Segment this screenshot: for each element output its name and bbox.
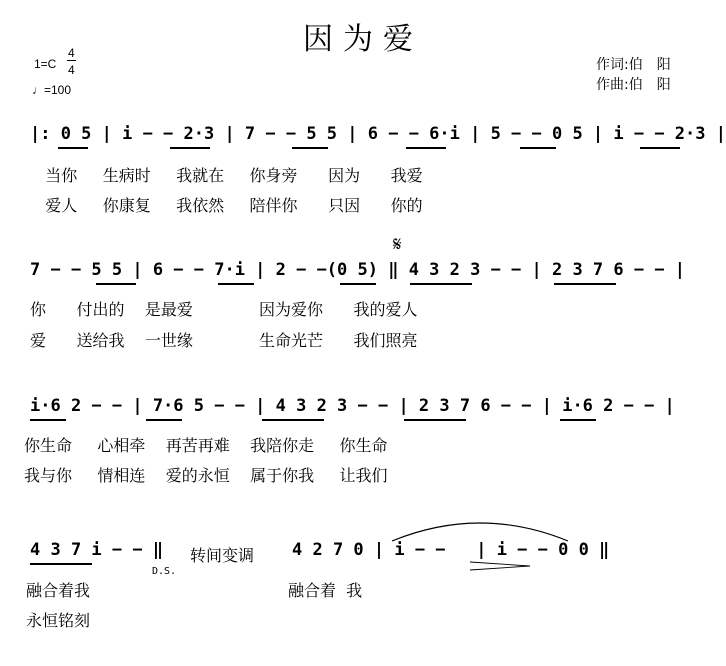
- notation-row-1: |: 0 5 | i − − 2·3 | 7 − − 5 5 | 6 − − 6·i | 5 − − 0 5 | i − − 2·3 |: [30, 124, 726, 144]
- underline-beam: [30, 563, 92, 565]
- song-title: 因为爱: [303, 22, 423, 57]
- underline-beam: [96, 283, 136, 285]
- lyrics-row-1-verse-1: 当你 生病时 我就在 你身旁 因为 我爱: [30, 166, 423, 185]
- underline-beam: [560, 419, 596, 421]
- lyrics-row-3-verse-2: 我与你 情相连 爱的永恒 属于你我 让我们: [24, 466, 388, 485]
- time-signature-top: 4: [68, 46, 75, 60]
- underline-beam: [292, 147, 328, 149]
- lyrics-row-4-verse-2: 永恒铭刻: [26, 611, 91, 630]
- underline-beam: [404, 419, 466, 421]
- underline-beam: [520, 147, 556, 149]
- underline-beam: [406, 147, 446, 149]
- notation-row-4a: 4 3 7 i − − ‖: [30, 540, 164, 560]
- underline-beam: [58, 147, 88, 149]
- time-signature-bottom: 4: [68, 63, 75, 77]
- lyrics-row-2-verse-2: 爱 送给我 一世缘 生命光芒 我们照亮: [30, 331, 418, 350]
- underline-beam: [340, 283, 376, 285]
- underline-beam: [410, 283, 472, 285]
- lyrics-row-4-verse-1a: 融合着我: [26, 581, 91, 600]
- underline-beam: [170, 147, 210, 149]
- notation-row-3: i·6 2 − − | 7·6 5 − − | 4 3 2 3 − − | 2 3 7 6 − − | i·6 2 − − |: [30, 396, 675, 416]
- tempo-marking: ♩=100: [32, 83, 72, 97]
- notation-row-2: 7 − − 5 5 | 6 − − 7·i | 2 − −(0 5) ‖ 4 3 2 3 − − | 2 3 7 6 − − |: [30, 260, 686, 280]
- underline-beam: [30, 419, 66, 421]
- time-signature-divider: [67, 60, 76, 61]
- segno-sign: 𝄋: [393, 232, 402, 256]
- lyricist-credit: 作词:伯 阳: [596, 57, 671, 73]
- key-signature: 1=C: [34, 57, 57, 71]
- underline-beam: [554, 283, 616, 285]
- composer-credit: 作曲:伯 阳: [596, 77, 671, 93]
- dal-segno-marking: D.S.: [152, 566, 177, 577]
- lyrics-row-4-verse-1b: 融合着 我: [288, 581, 363, 600]
- underline-beam: [218, 283, 254, 285]
- tie-slur-and-decrescendo: [380, 515, 600, 575]
- lyrics-row-3-verse-1: 你生命 心相牵 再苦再难 我陪你走 你生命: [24, 436, 388, 455]
- underline-beam: [262, 419, 324, 421]
- underline-beam: [640, 147, 680, 149]
- notation-row-4b: 4 2 7 0 | i − − | i − − 0 0 ‖: [292, 540, 610, 560]
- lyrics-row-1-verse-2: 爱人 你康复 我依然 陪伴你 只因 你的: [30, 196, 423, 215]
- underline-beam: [146, 419, 182, 421]
- modulation-marking: 转间变调: [190, 546, 255, 565]
- lyrics-row-2-verse-1: 你 付出的 是最爱 因为爱你 我的爱人: [30, 300, 418, 319]
